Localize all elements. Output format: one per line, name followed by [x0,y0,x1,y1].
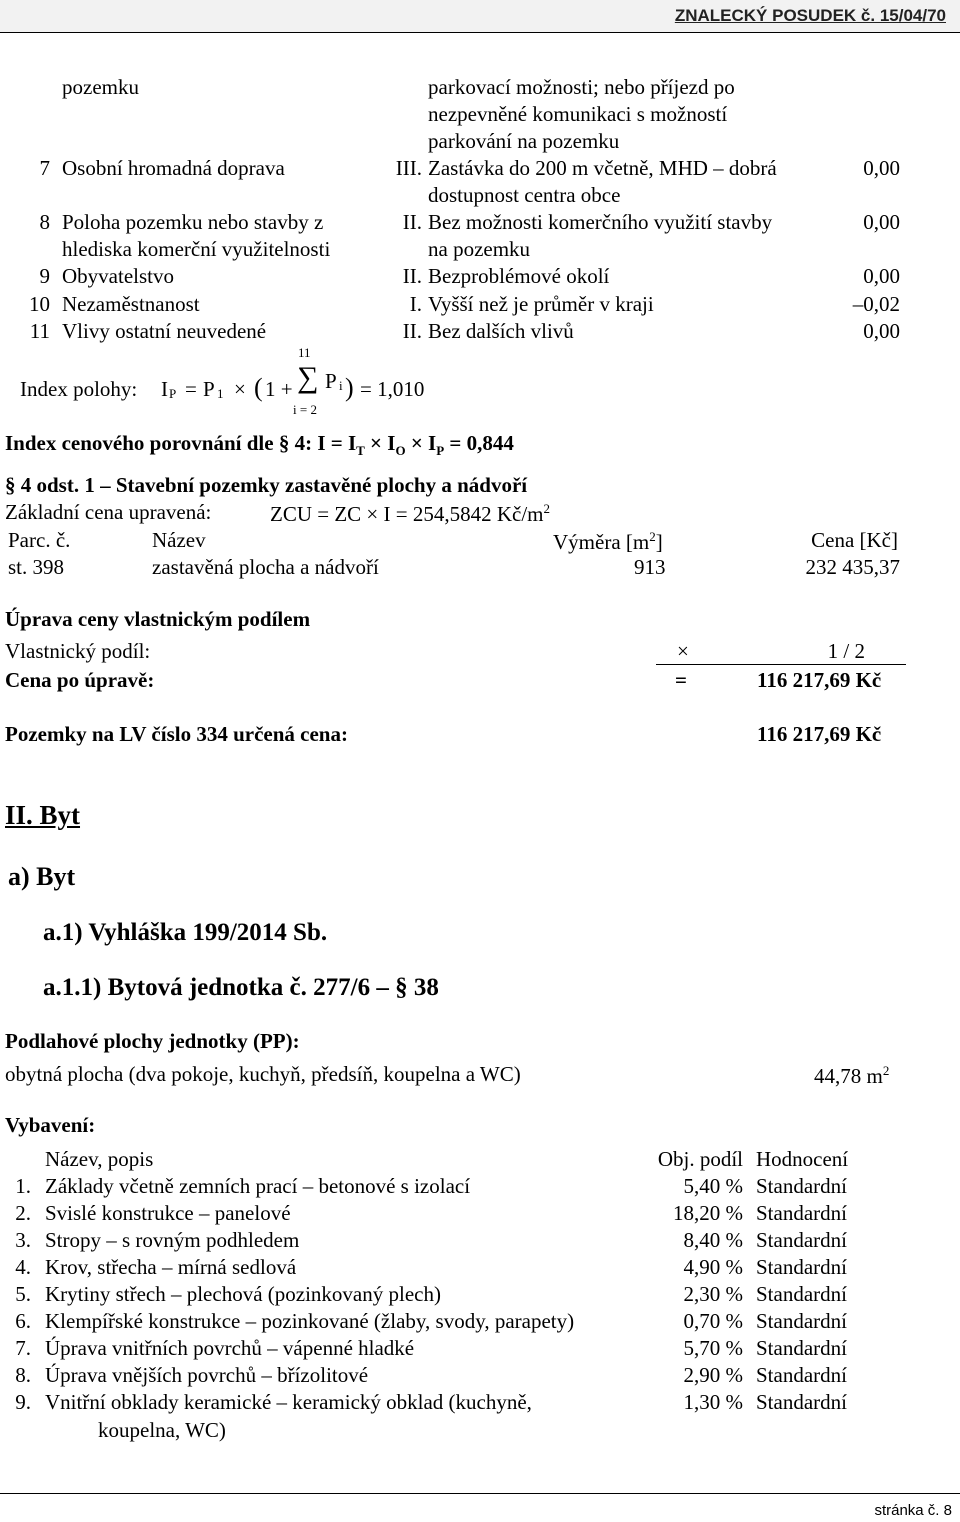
table-row-name: Osobní hromadná doprava [62,156,285,180]
adjusted-price-label: Cena po úpravě: [5,668,155,692]
equipment-row-rating: Standardní [756,1390,847,1414]
equipment-row-rating: Standardní [756,1363,847,1387]
equipment-row-desc: Krov, střecha – mírná sedlová [45,1255,297,1279]
equipment-row-share: 1,30 % [683,1390,743,1414]
equipment-row-share: 8,40 % [683,1228,743,1252]
table-row-name: Obyvatelstvo [62,264,174,288]
equipment-row-desc: Základy včetně zemních prací – betonové s izolací [45,1174,471,1198]
table-row-desc: Bez dalších vlivů [428,319,574,343]
subsection-heading-decree: a.1) Vyhláška 199/2014 Sb. [43,919,328,946]
formula-left-paren: ( [254,373,263,402]
table-row-value: 0,00 [863,264,900,288]
base-price-formula-text: ZCU = ZC × I = 254,5842 Kč/m [270,502,544,526]
formula-p1: P [203,377,215,401]
land-total-value: 116 217,69 Kč [757,722,882,746]
equipment-row-share: 2,90 % [683,1363,743,1387]
equipment-row-number: 5. [15,1282,31,1306]
table-row-name: Vlivy ostatní neuvedené [62,319,267,343]
equipment-row-desc: Stropy – s rovným podhledem [45,1228,300,1252]
equipment-row-number: 8. [15,1363,31,1387]
base-price-label: Základní cena upravená: [5,500,212,524]
equipment-col-rating: Hodnocení [756,1147,849,1171]
table-row-desc: Bezproblémové okolí [428,264,610,288]
ownership-share-value: 1 / 2 [827,639,865,663]
equipment-col-share: Obj. podíl [657,1147,743,1171]
index-p-subscript: P [436,443,445,459]
index-o-subscript: O [395,443,406,459]
floor-area-value [814,1064,889,1087]
equipment-row-rating: Standardní [756,1174,847,1198]
equipment-row-rating: Standardní [756,1336,847,1360]
ownership-share-label: Vlastnický podíl: [5,639,151,663]
page-number: stránka č. 8 [874,1502,952,1519]
formula-sum-upper: 11 [298,345,311,360]
formula-label: Index polohy: [20,377,138,401]
index-result: = 0,844 [444,431,514,455]
ownership-title: Úprava ceny vlastnickým podílem [5,607,311,631]
table-row-name: Poloha pozemku nebo stavby z [62,210,324,234]
land-col-parcel: Parc. č. [8,528,71,552]
land-total-label: Pozemky na LV číslo 334 určená cena: [5,722,348,746]
formula-times: × [234,377,246,401]
table-row-desc: parkování na pozemku [428,129,620,153]
formula-right-paren: ) [345,373,354,402]
table-row-name: hlediska komerční využitelnosti [62,237,331,261]
equipment-row-share: 5,70 % [683,1336,743,1360]
equipment-row-desc: Klempířské konstrukce – pozinkované (žlaby, svody, parapety) [45,1309,575,1333]
equipment-title: Vybavení: [5,1113,96,1137]
page-header [0,0,960,33]
table-row-desc: Bez možnosti komerčního využití stavby [428,210,773,234]
formula-pi-subscript: i [339,378,343,393]
equipment-row-desc: Svislé konstrukce – panelové [45,1201,291,1225]
land-col-name: Název [152,528,206,552]
equipment-row-number: 1. [15,1174,31,1198]
table-row-desc: parkovací možnosti; nebo příjezd po [428,75,735,99]
equipment-row-desc: Vnitřní obklady keramické – keramický obklad (kuchyně, [45,1390,532,1414]
index-t-subscript: T [356,443,365,459]
equipment-row-number: 2. [15,1201,31,1225]
base-price-unit-sup: 2 [543,501,551,516]
section-heading-flat: II. Byt [5,800,81,830]
land-col-area-sup: 2 [649,529,656,544]
floor-area-title: Podlahové plochy jednotky (PP): [5,1029,300,1053]
table-row-number: 9 [39,264,50,288]
land-col-area-text: Výměra [m [553,530,650,554]
index-text-mid: × I [364,431,396,455]
table-row-grade: II. [402,210,422,234]
floor-area-value-text: 44,78 m [814,1064,883,1088]
equipment-row-number: 7. [15,1336,31,1360]
price-comparison-index [5,433,514,457]
equipment-row-rating: Standardní [756,1255,847,1279]
equipment-row-number: 3. [15,1228,31,1252]
adjusted-price-value: 116 217,69 Kč [757,668,882,692]
table-row-desc: nezpevněné komunikaci s možností [428,102,728,126]
footer-divider [0,1493,960,1494]
ownership-share-op: × [677,639,689,663]
land-row-price: 232 435,37 [805,555,900,579]
land-col-area [553,530,663,553]
formula-pi: P [325,369,337,393]
equipment-row-share: 2,30 % [683,1282,743,1306]
equipment-row-share: 4,90 % [683,1255,743,1279]
table-row-number: 10 [29,292,50,316]
table-row-value: 0,00 [863,156,900,180]
table-row-desc: Zastávka do 200 m včetně, MHD – dobrá [428,156,777,180]
equipment-row-rating: Standardní [756,1228,847,1252]
document-title: ZNALECKÝ POSUDEK č. 15/04/70 [674,6,946,25]
table-row-number: 11 [29,319,50,343]
formula-result: = 1,010 [360,377,425,401]
land-section-title: § 4 odst. 1 – Stavební pozemky zastavěné plochy a nádvoří [5,473,528,497]
table-row-desc: na pozemku [428,237,531,261]
formula-ip-subscript: P [169,386,177,401]
equipment-row-rating: Standardní [756,1282,847,1306]
land-row-name: zastavěná plocha a nádvoří [152,555,379,579]
formula-ip: I [161,377,168,401]
floor-area-desc: obytná plocha (dva pokoje, kuchyň, předsíň, koupelna a WC) [5,1062,521,1086]
table-row-value: 0,00 [863,319,900,343]
adjusted-price-op: = [675,668,687,692]
land-row-area: 913 [634,555,666,579]
table-row-grade: II. [402,264,422,288]
equipment-row-share: 18,20 % [673,1201,743,1225]
formula-one-plus: 1 + [265,377,293,401]
equipment-row-share: 5,40 % [683,1174,743,1198]
equipment-row-desc: Úprava vnějších povrchů – břízolitové [45,1363,369,1387]
index-text-mid2: × I [405,431,437,455]
table-row-name: pozemku [62,75,139,99]
subsection-heading-unit: a.1.1) Bytová jednotka č. 277/6 – § 38 [43,974,439,1001]
table-row-value: –0,02 [852,292,900,316]
table-row-grade: II. [402,319,422,343]
formula-p1-subscript: 1 [217,386,224,401]
equipment-row-rating: Standardní [756,1201,847,1225]
land-col-area-tail: ] [655,530,663,554]
sum-divider [656,664,906,665]
formula-sigma: ∑ [297,361,319,394]
table-row-number: 7 [39,156,50,180]
table-row-grade: I. [409,292,422,316]
formula-equals: = [185,377,197,401]
equipment-row-desc: Úprava vnitřních povrchů – vápenné hladké [45,1336,415,1360]
land-row-parcel: st. 398 [8,555,65,579]
base-price-formula [270,502,550,525]
table-row-name: Nezaměstnanost [62,292,200,316]
table-row-value: 0,00 [863,210,900,234]
table-row-desc: dostupnost centra obce [428,183,621,207]
equipment-row-desc: Krytiny střech – plechová (pozinkovaný plech) [45,1282,441,1306]
equipment-row-desc-continued: koupelna, WC) [98,1418,226,1442]
table-row-number: 8 [39,210,50,234]
equipment-row-rating: Standardní [756,1309,847,1333]
table-row-grade: III. [395,156,422,180]
land-col-price: Cena [Kč] [811,528,898,552]
equipment-row-share: 0,70 % [683,1309,743,1333]
equipment-col-name: Název, popis [45,1147,154,1171]
formula-sum-lower: i = 2 [293,402,317,417]
index-text: Index cenového porovnání dle § 4: I = I [5,431,357,455]
table-row-desc: Vyšší než je průměr v kraji [428,292,654,316]
equipment-row-number: 4. [15,1255,31,1279]
equipment-row-number: 9. [15,1390,31,1414]
floor-area-unit-sup: 2 [882,1063,890,1078]
subsection-heading-flat: a) Byt [8,862,76,891]
equipment-row-number: 6. [15,1309,31,1333]
